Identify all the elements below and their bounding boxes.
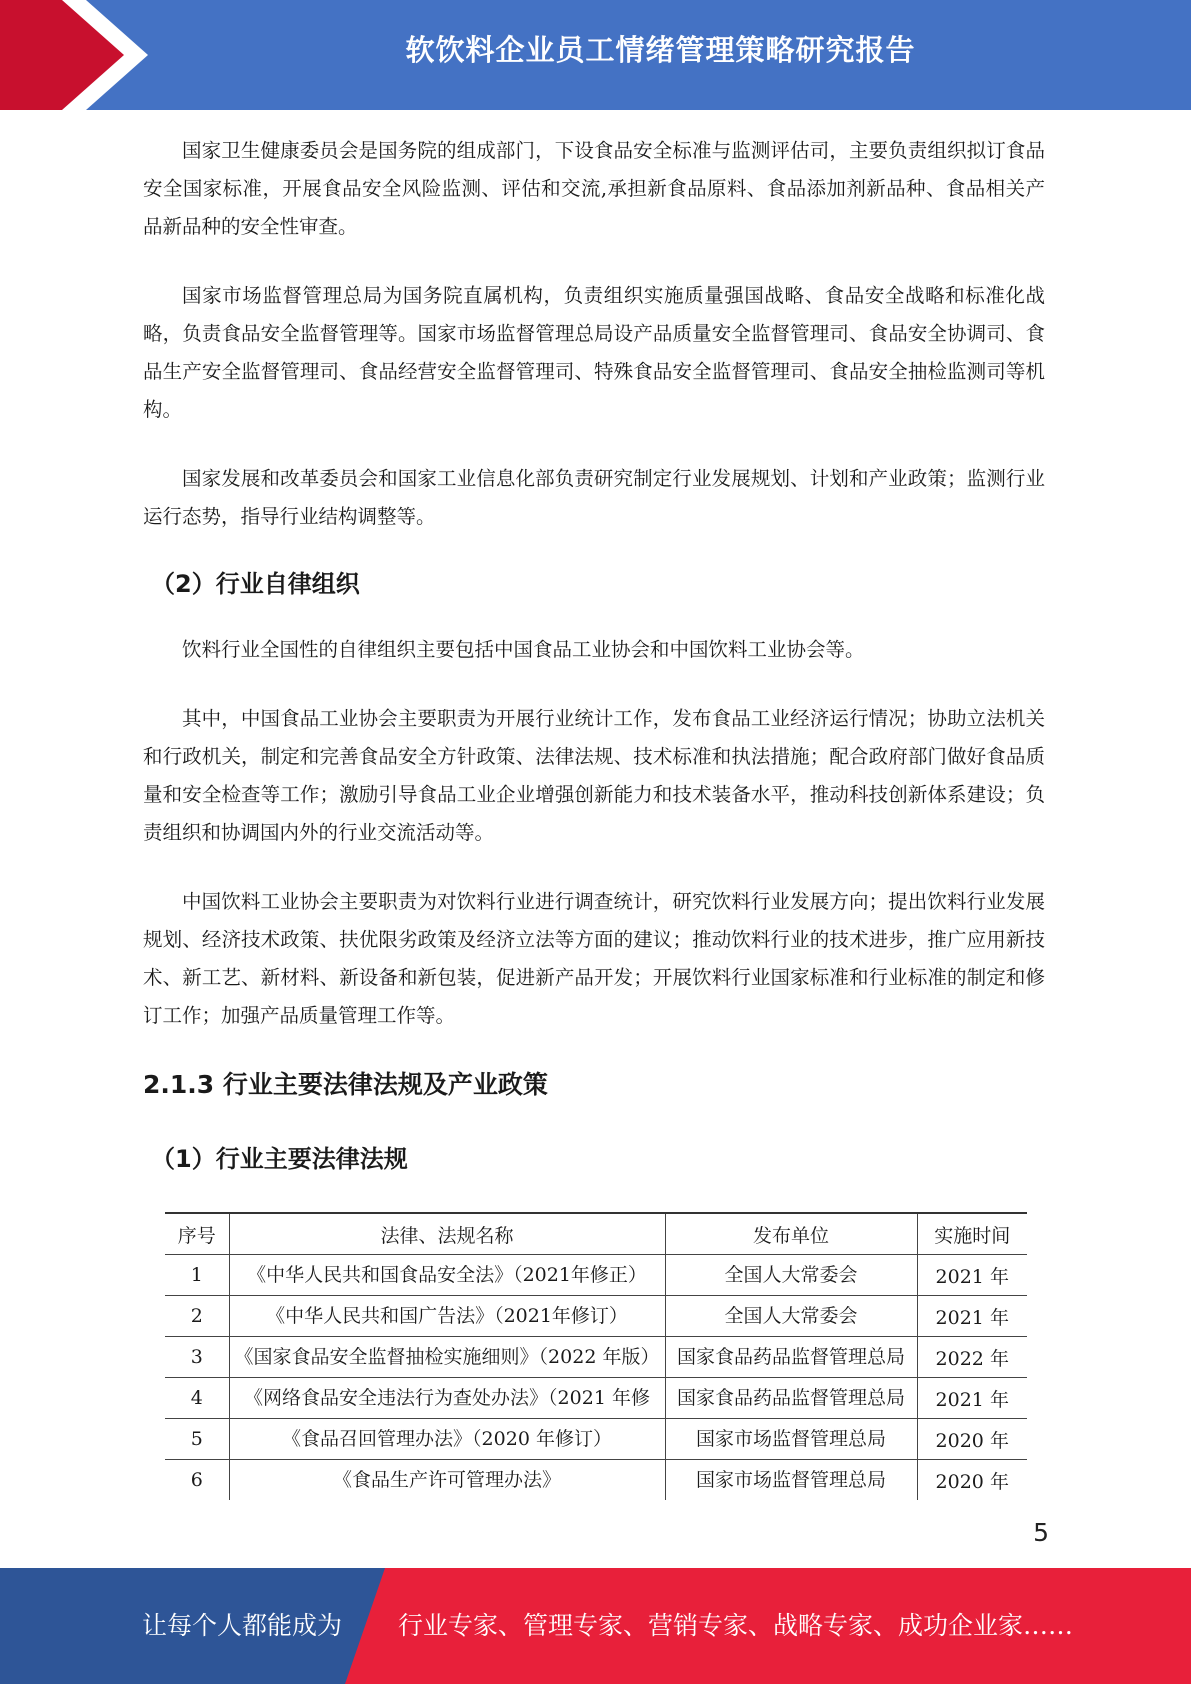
section-heading-2-1-3: 2.1.3 行业主要法律法规及产业政策 bbox=[143, 1070, 548, 1099]
paragraph: 国家发展和改革委员会和国家工业信息化部负责研究制定行业发展规划、计划和产业政策；监测行业运行态势，指导行业结构调整等。 bbox=[143, 467, 1045, 528]
cell-date: 2020 年 bbox=[917, 1460, 1027, 1501]
cell-issuer: 国家食品药品监督管理总局 bbox=[665, 1337, 917, 1378]
paragraph: 国家卫生健康委员会是国务院的组成部门，下设食品安全标准与监测评估司，主要负责组织拟订食品安全国家标准，开展食品安全风险监测、评估和交流,承担新食品原料、食品添加剂新品种、食品相关产品新品种的安全性审查。 bbox=[143, 139, 1045, 238]
cell-issuer: 国家市场监督管理总局 bbox=[665, 1460, 917, 1501]
cell-law-name: 《国家食品安全监督抽检实施细则》（2022 年版） bbox=[229, 1337, 665, 1378]
paragraph: 中国饮料工业协会主要职责为对饮料行业进行调查统计，研究饮料行业发展方向；提出饮料行业发展规划、经济技术政策、扶优限劣政策及经济立法等方面的建议；推动饮料行业的技术进步，推广应用新技术、新工艺、新材料、新设备和新包装，促进新产品开发；开展饮料行业国家标准和行业标准的制定和修订工作；加强产品质量管理工作等。 bbox=[143, 890, 1045, 1027]
cell-issuer: 全国人大常委会 bbox=[665, 1255, 917, 1296]
paragraph: 国家市场监督管理总局为国务院直属机构，负责组织实施质量强国战略、食品安全战略和标准化战略，负责食品安全监督管理等。国家市场监督管理总局设产品质量安全监督管理司、食品安全协调司、食品生产安全监督管理司、食品经营安全监督管理司、特殊食品安全监督管理司、食品安全抽检监测司等机构。 bbox=[143, 284, 1045, 421]
page-header bbox=[0, 0, 1191, 110]
page-content bbox=[143, 132, 1045, 1174]
laws-table bbox=[165, 1212, 1027, 1500]
cell-date: 2021 年 bbox=[917, 1255, 1027, 1296]
table-row bbox=[165, 1460, 1027, 1501]
footer-slogan-right: 行业专家、管理专家、营销专家、战略专家、成功企业家…… bbox=[398, 1611, 1074, 1640]
table-row bbox=[165, 1378, 1027, 1419]
cell-issuer: 国家市场监督管理总局 bbox=[665, 1419, 917, 1460]
page-footer bbox=[0, 1568, 1191, 1684]
table-row bbox=[165, 1255, 1027, 1296]
page-number: 5 bbox=[1033, 1518, 1049, 1547]
table-row bbox=[165, 1296, 1027, 1337]
cell-issuer: 国家食品药品监督管理总局 bbox=[665, 1378, 917, 1419]
cell-date: 2020 年 bbox=[917, 1419, 1027, 1460]
report-title: 软饮料企业员工情绪管理策略研究报告 bbox=[405, 33, 916, 67]
column-header: 发布单位 bbox=[665, 1213, 917, 1255]
cell-index: 2 bbox=[165, 1296, 229, 1337]
cell-law-name: 《食品召回管理办法》（2020 年修订） bbox=[229, 1419, 665, 1460]
table-row bbox=[165, 1419, 1027, 1460]
cell-law-name: 《网络食品安全违法行为查处办法》（2021 年修 bbox=[229, 1378, 665, 1419]
cell-law-name: 《中华人民共和国食品安全法》（2021年修正） bbox=[229, 1255, 665, 1296]
table-header-row bbox=[165, 1213, 1027, 1255]
section-heading-self-regulation: （2）行业自律组织 bbox=[151, 570, 360, 598]
section-heading-laws: （1）行业主要法律法规 bbox=[151, 1145, 408, 1173]
cell-law-name: 《食品生产许可管理办法》 bbox=[229, 1460, 665, 1501]
cell-index: 4 bbox=[165, 1378, 229, 1419]
table-row bbox=[165, 1337, 1027, 1378]
column-header: 序号 bbox=[165, 1213, 229, 1255]
cell-date: 2022 年 bbox=[917, 1337, 1027, 1378]
cell-issuer: 全国人大常委会 bbox=[665, 1296, 917, 1337]
cell-index: 1 bbox=[165, 1255, 229, 1296]
footer-slogan-left: 让每个人都能成为 bbox=[142, 1611, 343, 1640]
cell-law-name: 《中华人民共和国广告法》（2021年修订） bbox=[229, 1296, 665, 1337]
cell-date: 2021 年 bbox=[917, 1378, 1027, 1419]
cell-index: 5 bbox=[165, 1419, 229, 1460]
paragraph: 其中，中国食品工业协会主要职责为开展行业统计工作，发布食品工业经济运行情况；协助立法机关和行政机关，制定和完善食品安全方针政策、法律法规、技术标准和执法措施；配合政府部门做好食品质量和安全检查等工作；激励引导食品工业企业增强创新能力和技术装备水平，推动科技创新体系建设；负责组织和协调国内外的行业交流活动等。 bbox=[143, 707, 1045, 844]
paragraph: 饮料行业全国性的自律组织主要包括中国食品工业协会和中国饮料工业协会等。 bbox=[182, 638, 865, 661]
cell-index: 3 bbox=[165, 1337, 229, 1378]
column-header: 法律、法规名称 bbox=[229, 1213, 665, 1255]
column-header: 实施时间 bbox=[917, 1213, 1027, 1255]
cell-date: 2021 年 bbox=[917, 1296, 1027, 1337]
cell-index: 6 bbox=[165, 1460, 229, 1501]
